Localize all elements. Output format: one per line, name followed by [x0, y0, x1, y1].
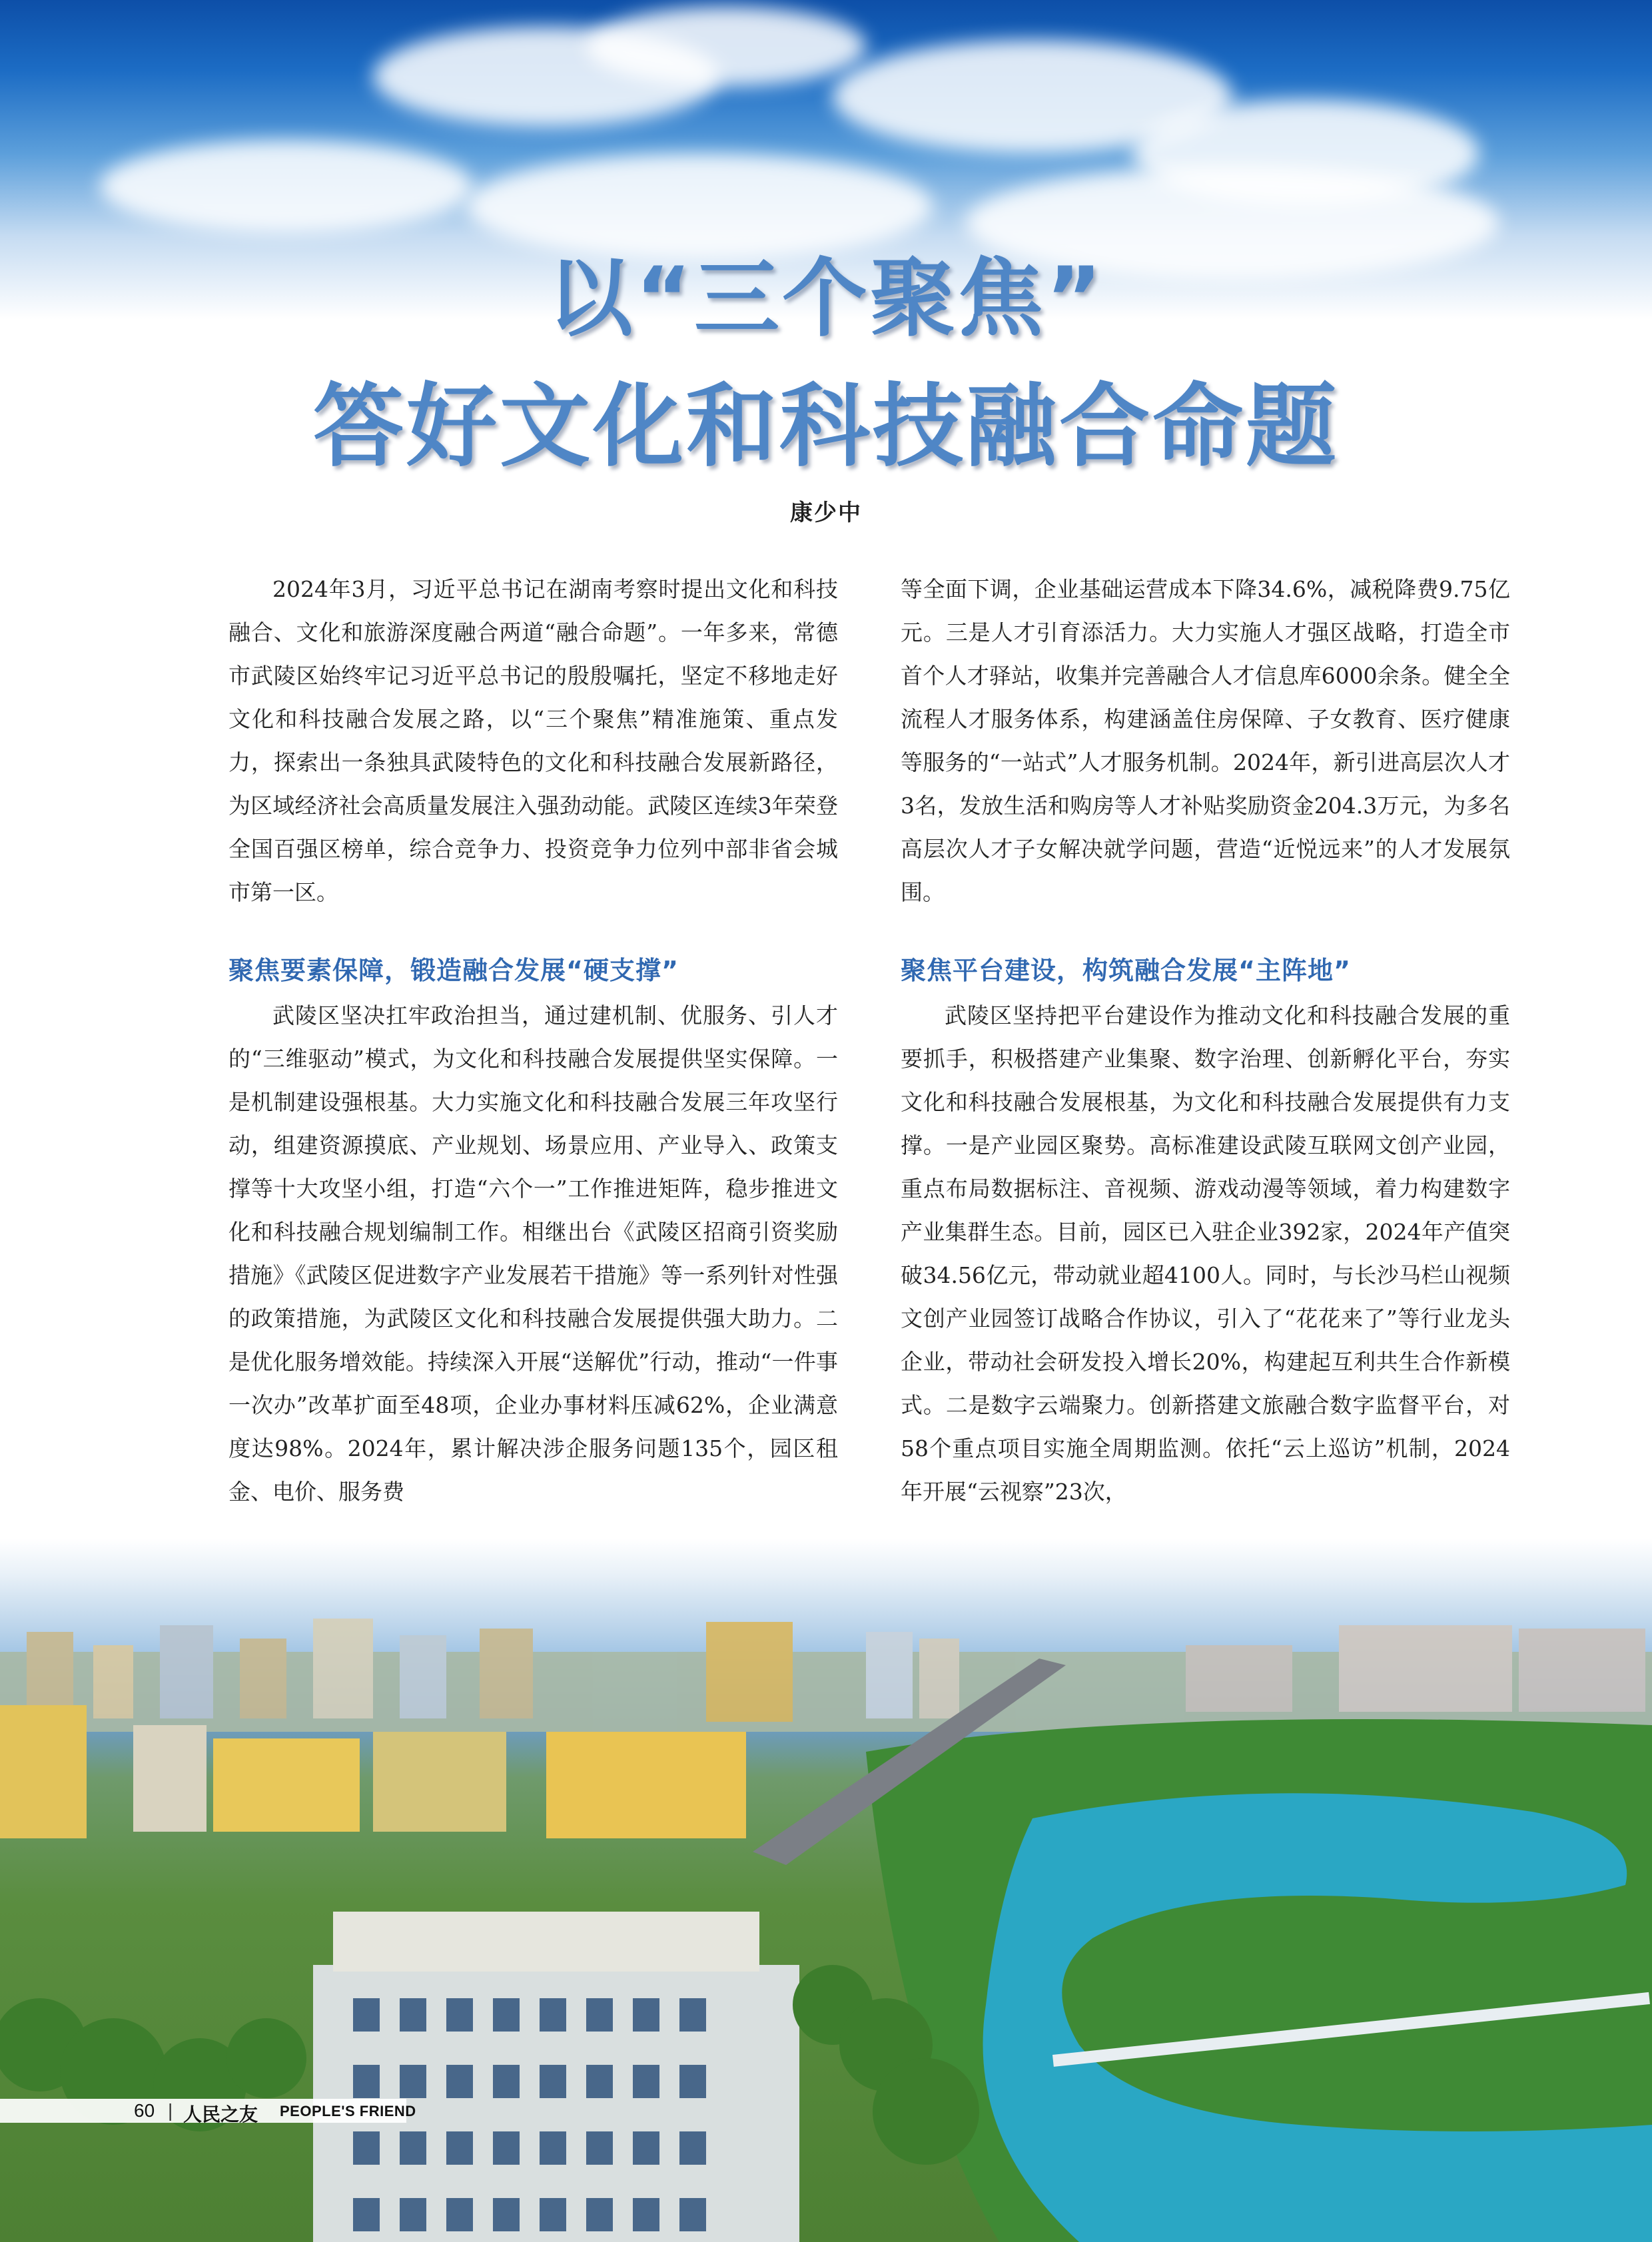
article-title-line-2: 答好文化和科技融合命题	[313, 374, 1339, 480]
continued-paragraph: 等全面下调，企业基础运营成本下降34.6%，减税降费9.75亿元。三是人才引育添活力。大力实施人才强区战略，打造全市首个人才驿站，收集并完善融合人才信息库6000余条。健全全流程人才服务体系，构建涵盖住房保障、子女教育、医疗健康等服务的“一站式”人才服务机制。2024年，新引进高层次人才3名，发放生活和购房等人才补贴奖励资金204.3万元，为多名高层次人才子女解决就学问题，营造“近悦远来”的人才发展氛围。	[901, 576, 1510, 905]
left-column	[228, 567, 838, 1513]
page-number: 60	[134, 2100, 155, 2121]
intro-paragraph: 2024年3月，习近平总书记在湖南考察时提出文化和科技融合、文化和旅游深度融合两道“融合命题”。一年多来，常德市武陵区始终牢记习近平总书记的殷殷嘱托，坚定不移地走好文化和科技融合发展之路，以“三个聚焦”精准施策、重点发力，探索出一条独具武陵特色的文化和科技融合发展新路径，为区域经济社会高质量发展注入强劲动能。武陵区连续3年荣登全国百强区榜单，综合竞争力、投资竞争力位列中部非省会城市第一区。	[228, 576, 838, 905]
magazine-name-en: PEOPLE'S FRIEND	[280, 2103, 416, 2119]
city-aerial-photo	[0, 1539, 1652, 2242]
footer-separator: |	[168, 2100, 173, 2121]
section-heading-2: 聚焦平台建设，构筑融合发展“主阵地”	[901, 956, 1351, 985]
city-aerial-illustration	[0, 1539, 1652, 2242]
section-2-paragraph: 武陵区坚持把平台建设作为推动文化和科技融合发展的重要抓手，积极搭建产业集聚、数字治理、创新孵化平台，夯实文化和科技融合发展根基，为文化和科技融合发展提供有力支撑。一是产业园区聚势。高标准建设武陵互联网文创产业园，重点布局数据标注、音视频、游戏动漫等领域，着力构建数字产业集群生态。目前，园区已入驻企业392家，2024年产值突破34.56亿元，带动就业超4100人。同时，与长沙马栏山视频文创产业园签订战略合作协议，引入了“花花来了”等行业龙头企业，带动社会研发投入增长20%，构建起互利共生合作新模式。二是数字云端聚力。创新搭建文旅融合数字监督平台，对58个重点项目实施全周期监测。依托“云上巡访”机制，2024年开展“云视察”23次，	[901, 1002, 1510, 1505]
article-author: 康少中	[790, 500, 862, 526]
right-column	[901, 567, 1510, 1513]
section-1-paragraph: 武陵区坚决扛牢政治担当，通过建机制、优服务、引人才的“三维驱动”模式，为文化和科技融合发展提供坚实保障。一是机制建设强根基。大力实施文化和科技融合发展三年攻坚行动，组建资源摸底、产业规划、场景应用、产业导入、政策支撑等十大攻坚小组，打造“六个一”工作推进矩阵，稳步推进文化和科技融合规划编制工作。相继出台《武陵区招商引资奖励措施》《武陵区促进数字产业发展若干措施》等一系列针对性强的政策措施，为武陵区文化和科技融合发展提供强大助力。二是优化服务增效能。持续深入开展“送解优”行动，推动“一件事一次办”改革扩面至48项，企业办事材料压减62%，企业满意度达98%。2024年，累计解决涉企服务问题135个，园区租金、电价、服务费	[228, 1002, 838, 1505]
article-title-line-1: 以“三个聚焦”	[547, 249, 1105, 348]
section-heading-1: 聚焦要素保障，锻造融合发展“硬支撑”	[228, 956, 679, 985]
magazine-name-cn: 人民之友	[183, 2103, 258, 2125]
